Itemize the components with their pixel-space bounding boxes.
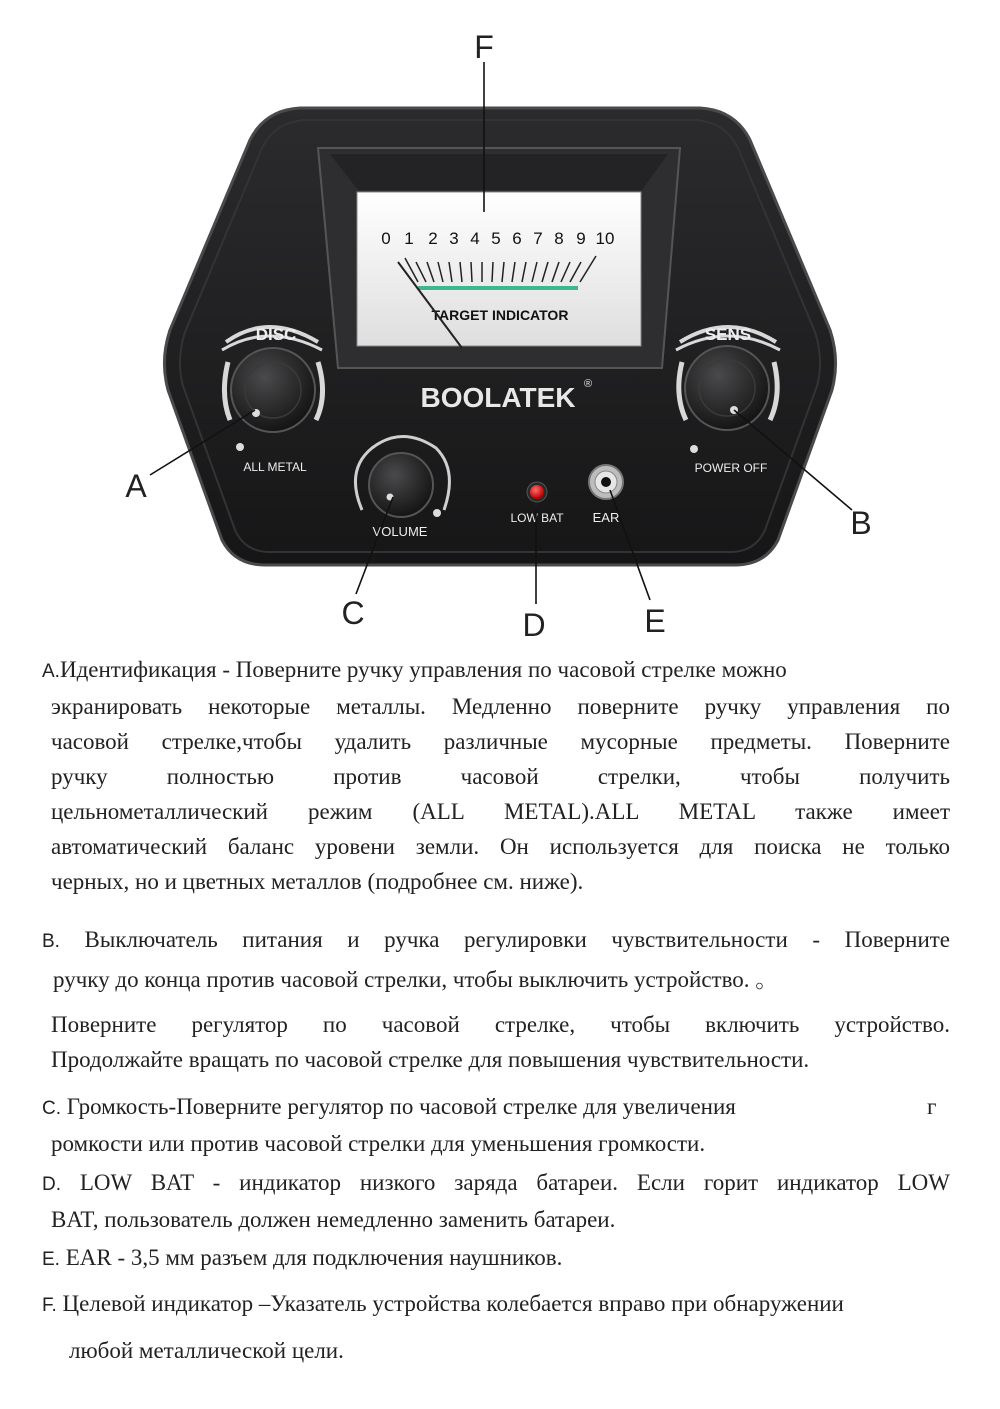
callout-e: E: [644, 603, 666, 639]
volume-knob[interactable]: [369, 453, 433, 517]
description-a: [42, 652, 950, 899]
low-bat-label: LOW BAT: [510, 511, 564, 525]
description-a-line-6: автоматический баланс уровени земли. Он используется для поиска не только: [51, 834, 950, 859]
volume-label: VOLUME: [372, 524, 428, 539]
description-b-letter: B.: [42, 931, 60, 952]
callout-a: A: [125, 468, 147, 504]
scale-3: 3: [449, 229, 459, 248]
description-c-line-1: Громкость-Поверните регулятор по часовой стрелке для увеличения: [66, 1094, 736, 1119]
description-c-letter: C.: [42, 1098, 61, 1119]
description-a-line-7: черных, но и цветных металлов (подробнее см. ниже).: [51, 869, 584, 894]
description-a-line-3: часовой стрелке,чтобы удалить различные мусорные предметы. Поверните: [51, 729, 950, 754]
description-d-line-1: LOW BAT - индикатор низкого заряда батареи. Если горит индикатор LOW: [79, 1170, 950, 1195]
power-off-dot: [690, 445, 698, 453]
scale-7: 7: [533, 229, 543, 248]
description-c-line-2: ромкости или против часовой стрелки для уменьшения громкости.: [51, 1131, 706, 1156]
description-f-letter: F.: [42, 1295, 57, 1316]
description-a-line-5: цельнометаллический режим (ALL METAL).ALL METAL также имеет: [51, 799, 950, 824]
description-f-line-1: Целевой индикатор –Указатель устройства колебается вправо при обнаружении: [62, 1291, 844, 1316]
description-c: [42, 1089, 950, 1161]
scale-4: 4: [470, 229, 480, 248]
low-bat-led: [530, 485, 544, 499]
registered-mark: ®: [584, 378, 593, 390]
callout-d: D: [522, 607, 546, 643]
description-a-line-1: Идентификация - Поверните ручку управления по часовой стрелке можно: [59, 657, 787, 682]
description-e-letter: E.: [42, 1249, 60, 1270]
description-c-fragment: г: [927, 1094, 937, 1119]
all-metal-label: ALL METAL: [243, 460, 307, 474]
power-off-label: POWER OFF: [694, 461, 768, 475]
description-a-line-2: экранировать некоторые металлы. Медленно поверните ручку управления по: [51, 694, 950, 719]
description-a-line-4: ручку полностью против часовой стрелки, чтобы получить: [51, 764, 950, 789]
scale-6: 6: [512, 229, 522, 248]
scale-1: 1: [404, 229, 414, 248]
disc-label: DISC: [255, 325, 297, 344]
description-b: [42, 922, 950, 1077]
description-d: [42, 1165, 950, 1237]
description-d-letter: D.: [42, 1174, 61, 1195]
scale-9: 9: [576, 229, 586, 248]
brand-logo: BOOLATEK: [420, 382, 576, 413]
ear-group: [589, 465, 623, 525]
scale-5: 5: [491, 229, 501, 248]
metal-detector-control-panel: [0, 0, 1000, 650]
description-b-line-2: ручку до конца против часовой стрелки, чтобы выключить устройство. 。: [53, 967, 779, 992]
sens-knob[interactable]: [685, 346, 769, 430]
disc-knob[interactable]: [231, 348, 315, 432]
target-indicator-label: TARGET INDICATOR: [431, 307, 569, 323]
description-e-line-1: EAR - 3,5 мм разъем для подключения наушников.: [65, 1245, 563, 1270]
description-f: [42, 1286, 950, 1368]
ear-label: EAR: [592, 510, 620, 525]
sens-label: SENS: [704, 325, 752, 344]
description-b-line-1: Выключатель питания и ручка регулировки чувствительности - Поверните: [84, 927, 951, 952]
callout-c: C: [341, 595, 365, 631]
description-e: [42, 1240, 950, 1277]
description-b-line-4: Продолжайте вращать по часовой стрелке для повышения чувствительности.: [51, 1047, 810, 1072]
volume-max-dot: [433, 509, 441, 517]
description-a-letter: A.: [42, 661, 60, 682]
description-b-line-3: Поверните регулятор по часовой стрелке, чтобы включить устройство.: [51, 1012, 950, 1037]
description-f-line-2: любой металлической цели.: [69, 1338, 344, 1363]
callout-b: B: [850, 505, 872, 541]
callout-f: F: [474, 29, 494, 65]
scale-0: 0: [381, 229, 391, 248]
all-metal-dot: [236, 443, 244, 451]
scale-2: 2: [428, 229, 438, 248]
scale-10: 10: [595, 229, 615, 248]
description-d-line-2: BAT, пользователь должен немедленно заменить батареи.: [51, 1207, 616, 1232]
scale-8: 8: [554, 229, 564, 248]
